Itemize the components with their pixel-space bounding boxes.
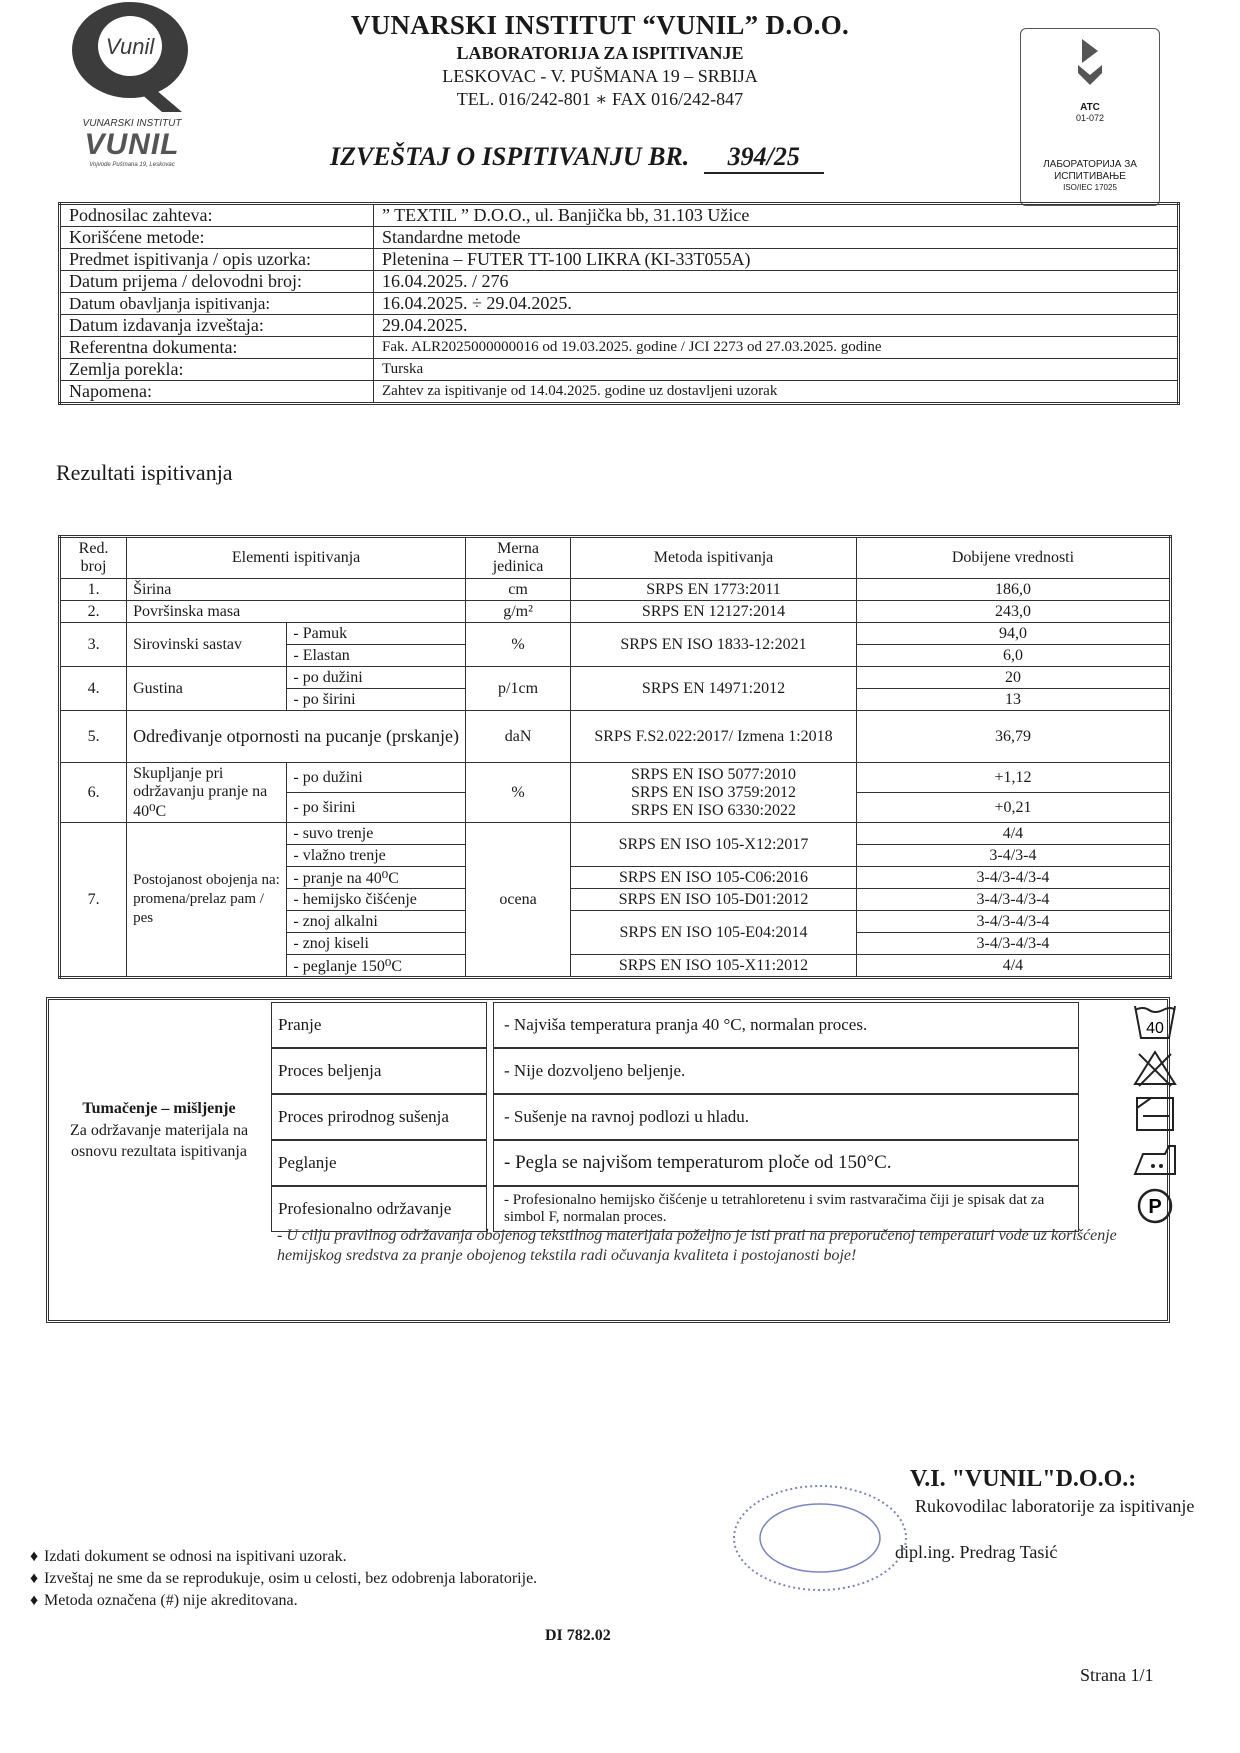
info-label: Referentna dokumenta: [60,337,374,359]
row-sub-element: - vlažno trenje [287,845,466,867]
row-value: +1,12 [856,763,1170,793]
row-unit: % [466,623,571,667]
row-sub-element: - Pamuk [287,623,466,645]
row-value: 243,0 [856,601,1170,623]
no-bleach-icon [1131,1048,1179,1088]
svg-text:P: P [1148,1196,1162,1218]
logo-name: VUNIL [84,128,180,161]
row-no: 7. [60,823,127,978]
row-method: SRPS EN 14971:2012 [571,667,857,711]
info-row [60,381,1179,404]
row-unit: daN [466,711,571,763]
signature-institute: V.I. "VUNIL"D.O.O.: [910,1466,1137,1492]
wash-40-icon [1131,1002,1179,1042]
method-line: SRPS EN ISO 5077:2010 [631,765,796,783]
table-row [60,579,1171,601]
bullet-icon: ♦ [30,1570,39,1587]
institute-logo [62,0,202,170]
logo-address: Vojvode Pušmana 19, Leskovac [89,162,175,168]
footer-note: ♦ Izveštaj ne sme da se reprodukuje, osim u celosti, bez odobrenja laboratorije. [30,1570,538,1587]
row-method: SRPS EN ISO 105-C06:2016 [571,867,857,889]
badge-number: 01-072 [1075,113,1105,123]
row-value: 13 [856,689,1170,711]
iron-150-icon [1131,1140,1179,1180]
row-sub-element: - Elastan [287,645,466,667]
info-value: Standardne metode [374,227,1179,249]
page-number: Strana 1/1 [1080,1665,1154,1685]
row-unit: cm [466,579,571,601]
lab-stamp [730,1478,910,1603]
bullet-icon: ♦ [30,1548,39,1565]
header-method: Metoda ispitivanja [571,537,857,579]
row-method: SRPS EN ISO 1833-12:2021 [571,623,857,667]
care-label: Pranje [271,1002,487,1048]
info-label: Korišćene metode: [60,227,374,249]
header-element: Elementi ispitivanja [127,537,466,579]
row-element: Skupljanje pri održavanju pranje na 40⁰C [127,763,287,823]
header-no: Red. broj [60,537,127,579]
footer-note: ♦ Izdati dokument se odnosi na ispitivani uzorak. [30,1548,347,1565]
address: LESKOVAC - V. PUŠMANA 19 – SRBIJA [442,66,758,86]
info-label: Datum prijema / delovodni broj: [60,271,374,293]
row-method: SRPS EN 1773:2011 [571,579,857,601]
info-row [60,315,1179,337]
info-row [60,337,1179,359]
header-unit: Merna jedinica [466,537,571,579]
row-unit: p/1cm [466,667,571,711]
table-row [60,763,1171,793]
care-note: - U cilju pravilnog održavanja obojenog tekstilnog materijala poželjno je isti prati na preporučenoj temperaturi vode uz korišćenje hemijskog sredstva za pranje obojenog tekstila radi očuvanja kvaliteta i postojanosti boje! [277,1227,1117,1264]
footer-note: ♦ Metoda označena (#) nije akreditovana. [30,1592,298,1609]
info-row [60,359,1179,381]
row-value: 20 [856,667,1170,689]
row-sub-element: - po dužini [287,667,466,689]
row-no: 2. [60,601,127,623]
row-value: 6,0 [856,645,1170,667]
row-sub-element: - znoj alkalni [287,911,466,933]
professional-clean-p-icon [1131,1186,1179,1226]
interpretation-box [46,997,1170,1323]
info-value: 16.04.2025. / 276 [374,271,1179,293]
request-info-table [58,202,1180,405]
info-row [60,249,1179,271]
info-label: Datum izdavanja izveštaja: [60,315,374,337]
signature-name: dipl.ing. Predrag Tasić [895,1542,1058,1562]
care-value: - Sušenje na ravnoj podlozi u hladu. [493,1094,1079,1140]
row-sub-element: - po širini [287,793,466,823]
laboratory-name: LABORATORIJA ZA ISPITIVANJE [456,43,744,63]
care-label: Peglanje [271,1140,487,1186]
report-title-label: IZVEŠTAJ O ISPITIVANJU BR. [330,142,690,171]
info-row [60,271,1179,293]
interpretation-subtitle: Za održavanje materijala na osnovu rezultata ispitivanja [69,1122,249,1160]
bullet-icon: ♦ [30,1592,39,1609]
report-title [330,142,824,174]
atc-logo-icon [1070,35,1110,95]
row-value: +0,21 [856,793,1170,823]
care-value: - Nije dozvoljeno beljenje. [493,1048,1079,1094]
interpretation-heading [49,1000,269,1320]
care-label: Profesionalno održavanje [271,1186,487,1232]
logo-q-emblem [62,0,202,118]
care-value: - Pegla se najvišom temperaturom ploče od 150°C. [493,1140,1079,1186]
header-text [300,10,900,110]
row-element: Površinska masa [127,601,466,623]
info-label: Datum obavljanja ispitivanja: [60,293,374,315]
row-unit: g/m² [466,601,571,623]
row-method [571,763,857,823]
row-unit: ocena [466,823,571,978]
institute-name: VUNARSKI INSTITUT “VUNIL” D.O.O. [350,10,850,40]
info-row [60,204,1179,227]
row-method: SRPS EN 12127:2014 [571,601,857,623]
info-value: 16.04.2025. ÷ 29.04.2025. [374,293,1179,315]
info-row [60,227,1179,249]
table-row [60,823,1171,845]
logo-institute-caption: VUNARSKI INSTITUT [82,118,182,129]
row-no: 4. [60,667,127,711]
row-element: Sirovinski sastav [127,623,287,667]
care-value: - Najviša temperatura pranja 40 °C, normalan proces. [493,1002,1079,1048]
row-method: SRPS EN ISO 105-X11:2012 [571,955,857,978]
badge-standard: ISO/IEC 17025 [1063,183,1117,192]
row-sub-element: - po dužini [287,763,466,793]
info-label: Podnosilac zahteva: [60,204,374,227]
info-label: Napomena: [60,381,374,404]
row-unit: % [466,763,571,823]
row-no: 1. [60,579,127,601]
row-value: 186,0 [856,579,1170,601]
stamp-seal-icon [730,1478,910,1598]
info-value: 29.04.2025. [374,315,1179,337]
row-element: Postojanost obojenja na: promena/prelaz pam / pes [127,823,287,978]
badge-code: ATC [1080,102,1100,113]
results-table [58,535,1172,979]
results-heading: Rezultati ispitivanja [56,460,233,485]
row-sub-element: - pranje na 40⁰C [287,867,466,889]
row-method: SRPS EN ISO 105-E04:2014 [571,911,857,955]
row-value: 3-4/3-4/3-4 [856,933,1170,955]
row-method: SRPS EN ISO 105-X12:2017 [571,823,857,867]
info-value: Fak. ALR2025000000016 od 19.03.2025. godine / JCI 2273 od 27.03.2025. godine [374,337,1179,359]
row-value: 94,0 [856,623,1170,645]
info-value: Zahtev za ispitivanje od 14.04.2025. godine uz dostavljeni uzorak [374,381,1179,404]
info-row [60,293,1179,315]
row-value: 4/4 [856,823,1170,845]
care-value: - Profesionalno hemijsko čišćenje u tetrahloretenu i svim rastvaračima čiji je spisak dat za simbol F, normalan proces. [493,1186,1079,1232]
row-value: 3-4/3-4 [856,845,1170,867]
phone-fax: TEL. 016/242-801 ∗ FAX 016/242-847 [456,89,744,109]
row-no: 6. [60,763,127,823]
row-element: Određivanje otpornosti na pucanje (prskanje) [127,711,466,763]
row-value: 4/4 [856,955,1170,978]
svg-text:40: 40 [1146,1020,1164,1037]
header-value: Dobijene vrednosti [856,537,1170,579]
row-sub-element: - hemijsko čišćenje [287,889,466,911]
badge-text: ЛАБОРАТОРИЈА ЗА ИСПИТИВАЊЕ [1043,159,1137,182]
flat-dry-shade-icon [1131,1094,1179,1134]
row-element: Gustina [127,667,287,711]
svg-text:Vunil: Vunil [105,34,155,59]
interpretation-title: Tumačenje – mišljenje [82,1100,236,1117]
row-no: 3. [60,623,127,667]
table-row [60,623,1171,645]
row-value: 3-4/3-4/3-4 [856,867,1170,889]
method-line: SRPS EN ISO 6330:2022 [631,801,796,819]
results-header-row [60,537,1171,579]
info-label: Zemlja porekla: [60,359,374,381]
care-label: Proces beljenja [271,1048,487,1094]
row-method: SRPS F.S2.022:2017/ Izmena 1:2018 [571,711,857,763]
signature-role: Rukovodilac laboratorije za ispitivanje [915,1496,1195,1516]
accreditation-badge [1020,28,1160,206]
row-no: 5. [60,711,127,763]
row-element: Širina [127,579,466,601]
document-code: DI 782.02 [545,1627,611,1644]
row-method: SRPS EN ISO 105-D01:2012 [571,889,857,911]
info-value: Pletenina – FUTER TT-100 LIKRA (KI-33T055A) [374,249,1179,271]
row-value: 36,79 [856,711,1170,763]
row-sub-element: - peglanje 150⁰C [287,955,466,978]
row-sub-element: - po širini [287,689,466,711]
table-row [60,711,1171,763]
row-value: 3-4/3-4/3-4 [856,889,1170,911]
method-line: SRPS EN ISO 3759:2012 [631,783,796,801]
row-sub-element: - znoj kiseli [287,933,466,955]
report-number: 394/25 [704,142,824,174]
care-label: Proces prirodnog sušenja [271,1094,487,1140]
table-row [60,601,1171,623]
row-sub-element: - suvo trenje [287,823,466,845]
info-value: ” TEXTIL ” D.O.O., ul. Banjička bb, 31.103 Užice [374,204,1179,227]
info-value: Turska [374,359,1179,381]
table-row [60,667,1171,689]
row-value: 3-4/3-4/3-4 [856,911,1170,933]
info-label: Predmet ispitivanja / opis uzorka: [60,249,374,271]
